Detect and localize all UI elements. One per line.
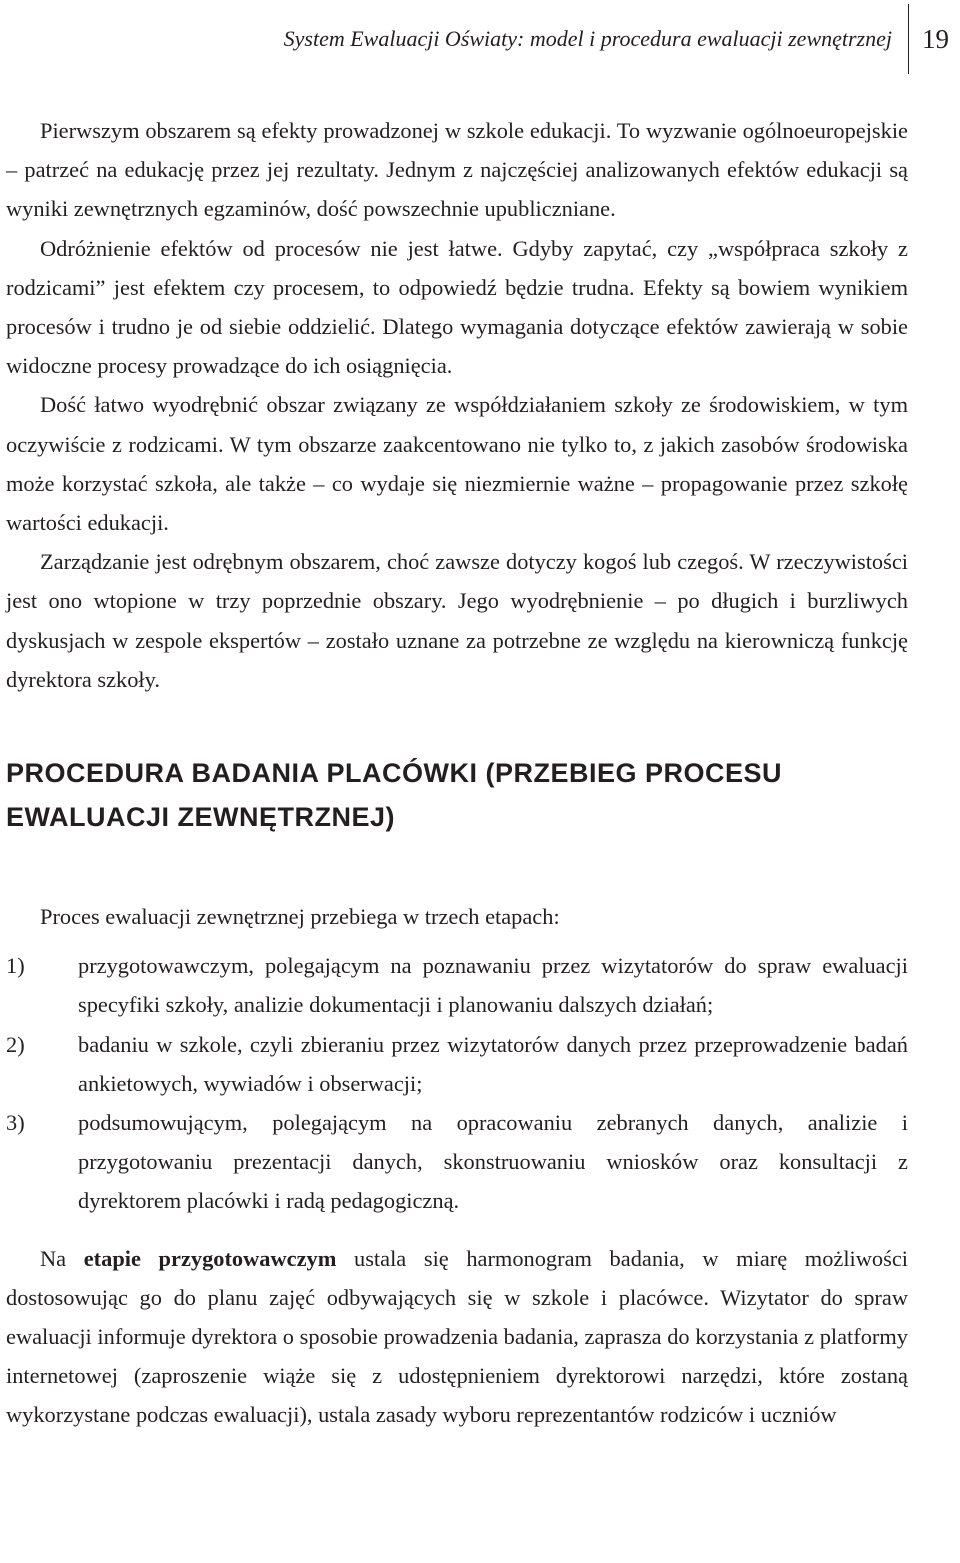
section-heading: PROCEDURA BADANIA PLACÓWKI (PRZEBIEG PROCESU EWALUACJI ZEWNĘTRZNEJ) xyxy=(6,758,783,833)
header-divider xyxy=(908,4,909,74)
page-body xyxy=(6,111,908,1435)
list-item xyxy=(6,1025,908,1103)
list-item-number: 1) xyxy=(6,953,25,979)
list-item-number: 2) xyxy=(6,1031,25,1057)
running-head: System Ewaluacji Oświaty: model i procedura ewaluacji zewnętrznej xyxy=(283,26,892,51)
paragraph-environment: Dość łatwo wyodrębnić obszar związany ze współdziałaniem szkoły ze środowiskiem, w tym oczywiście z rodzicami. W tym obszarze zaakcentowano nie tylko to, z jakich zasobów środowiska może korzystać szkoła, ale także – co wydaje się niezmiernie ważne – propagowanie przez szkołę wartości edukacji. xyxy=(6,392,908,536)
page-number: 19 xyxy=(922,24,949,54)
paragraph-preparatory-stage xyxy=(6,1239,908,1435)
process-intro: Proces ewaluacji zewnętrznej przebiega w trzech etapach: xyxy=(40,904,560,930)
paragraph-management: Zarządzanie jest odrębnym obszarem, choć zawsze dotyczy kogoś lub czegoś. W rzeczywistości jest ono wtopione w trzy poprzednie obszary. Jego wyodrębnienie – po długich i burzliwych dyskusjach w zespole ekspertów – zostało uznane za potrzebne ze względu na kierowniczą funkcję dyrektora szkoły. xyxy=(6,549,908,692)
paragraph-effects-vs-processes: Odróżnienie efektów od procesów nie jest łatwe. Gdyby zapytać, czy „współpraca szkoły z rodzicami” jest efektem czy procesem, to odpowiedź będzie trudna. Efekty są bowiem wynikiem procesów i trudno je od siebie oddzielić. Dlatego wymagania dotyczące efektów zawierają w sobie widoczne procesy prowadzące do ich osiągnięcia. xyxy=(6,235,908,379)
list-item-number: 3) xyxy=(6,1110,25,1136)
stages-list xyxy=(6,946,908,1220)
list-item-text: podsumowującym, polegającym na opracowaniu zebranych danych, analizie i przygotowaniu prezentacji danych, skonstruowaniu wniosków oraz konsultacji z dyrektorem placówki i radą pedagogiczną. xyxy=(78,1110,908,1214)
list-item-text: przygotowawczym, polegającym na poznawaniu przez wizytatorów do spraw ewaluacji specyfiki szkoły, analizie dokumentacji i planowaniu dalszych działań; xyxy=(78,953,908,1018)
final-lead: Na xyxy=(40,1245,84,1271)
final-rest: ustala się harmonogram badania, w miarę możliwości dostosowując go do planu zajęć odbywających się w szkole i placówce. Wizytator do spraw ewaluacji informuje dyrektora o sposobie prowadzenia badania, zaprasza do korzystania z platformy internetowej (zaproszenie wiąże się z udostępnieniem dyrektorowi narzędzi, które zostaną wykorzystane podczas ewaluacji), ustala zasady wyboru reprezentantów rodziców i uczniów xyxy=(6,1245,909,1428)
paragraph-effects: Pierwszym obszarem są efekty prowadzonej w szkole edukacji. To wyzwanie ogólnoeuropejskie – patrzeć na edukację przez jej rezultaty. Jednym z najczęściej analizowanych efektów edukacji są wyniki zewnętrznych egzaminów, dość powszechnie upubliczniane. xyxy=(6,118,908,222)
list-item xyxy=(6,1103,908,1221)
emphasis-preparatory-stage: etapie przygotowawczym xyxy=(83,1245,337,1271)
list-item xyxy=(6,946,908,1024)
list-item-text: badaniu w szkole, czyli zbieraniu przez wizytatorów danych przez przeprowadzenie badań ankietowych, wywiadów i obserwacji; xyxy=(78,1031,908,1096)
